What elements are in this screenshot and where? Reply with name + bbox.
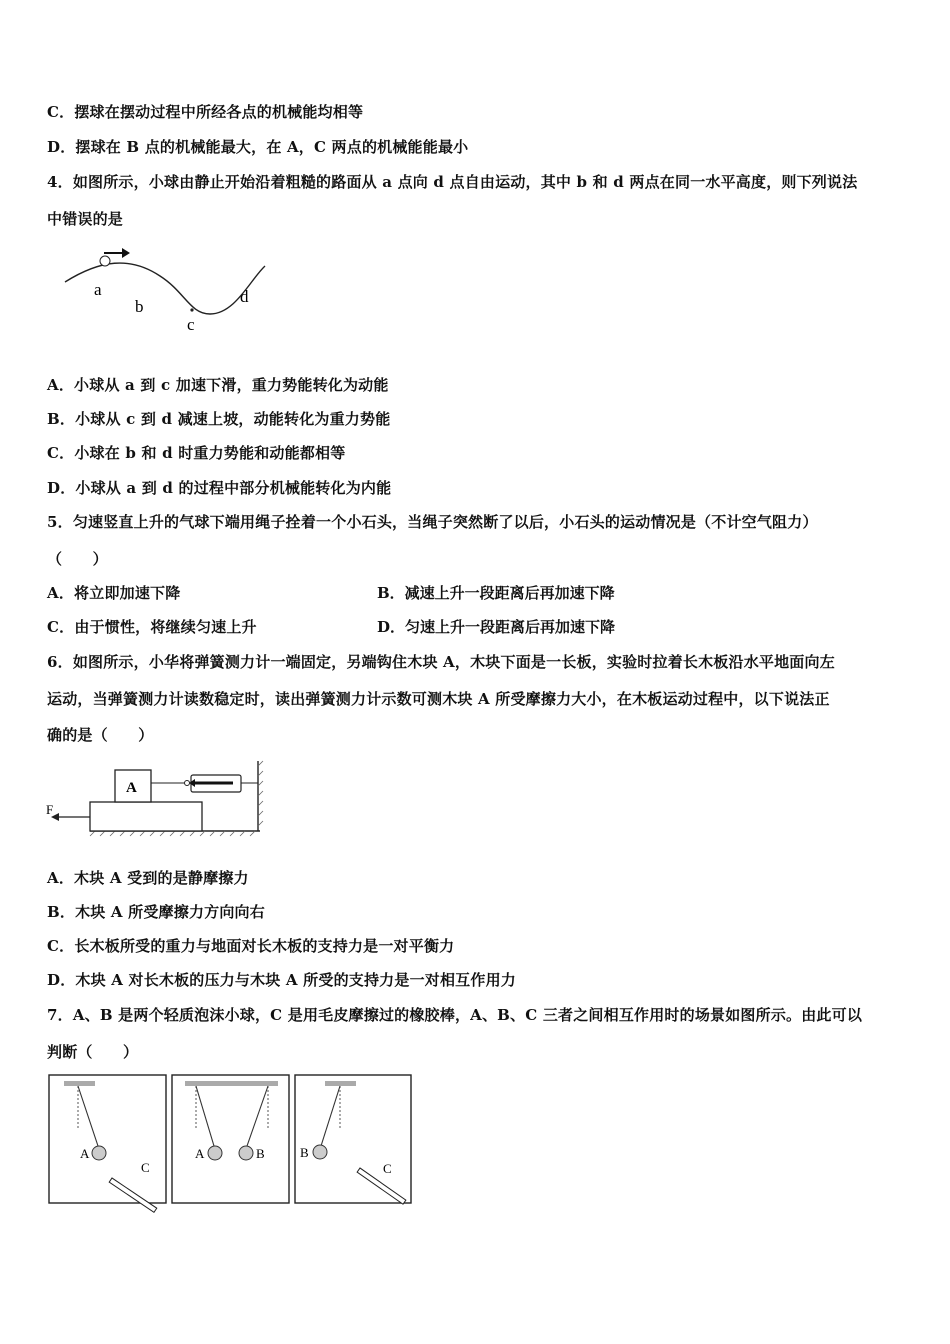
panel-2 xyxy=(172,1075,289,1203)
q6-friction-figure xyxy=(45,758,275,838)
q4-option-c: C．小球在 b 和 d 时重力势能和动能都相等 xyxy=(47,444,346,462)
q7-stem-line2: 判断（ ） xyxy=(47,1043,139,1061)
q5-stem-line1: 5．匀速竖直上升的气球下端用绳子拴着一个小石头，当绳子突然断了以后，小石头的运动情况是（不计空气阻力） xyxy=(47,513,818,531)
ball-b xyxy=(239,1146,253,1160)
label-c: c xyxy=(187,315,195,334)
panel1-rod-label: C xyxy=(141,1160,150,1175)
q6-option-a: A．木块 A 受到的是静摩擦力 xyxy=(47,869,249,887)
q5-option-d: D．匀速上升一段距离后再加速下降 xyxy=(377,618,616,636)
long-board xyxy=(90,802,202,831)
q6-stem-line2: 运动，当弹簧测力计读数稳定时，读出弹簧测力计示数可测木块 A 所受摩擦力大小，在木板运动过程中，以下说法正 xyxy=(47,690,830,708)
panel3-rod-label: C xyxy=(383,1161,392,1176)
q3-option-d: D．摆球在 B 点的机械能最大，在 A，C 两点的机械能能最小 xyxy=(47,138,469,156)
label-d: d xyxy=(240,287,249,306)
q7-stem-line1: 7．A、B 是两个轻质泡沫小球，C 是用毛皮摩擦过的橡胶棒，A、B、C 三者之间相互作用时的场景如图所示。由此可以 xyxy=(47,1006,863,1024)
q5-option-b: B．减速上升一段距离后再加速下降 xyxy=(377,584,615,602)
panel-1 xyxy=(49,1075,166,1212)
panel2-ball2-label: B xyxy=(256,1146,265,1161)
force-label: F xyxy=(46,802,54,817)
panel2-ball1-label: A xyxy=(195,1146,205,1161)
panel1-ball-label: A xyxy=(80,1146,90,1161)
q3-option-c: C．摆球在摆动过程中所经各点的机械能均相等 xyxy=(47,103,364,121)
label-a: a xyxy=(94,280,102,299)
q6-option-c: C．长木板所受的重力与地面对长木板的支持力是一对平衡力 xyxy=(47,937,455,955)
q5-stem-line2: （ ） xyxy=(47,550,108,568)
q6-stem-line1: 6．如图所示，小华将弹簧测力计一端固定，另端钩住木块 A，木块下面是一长板，实验时拉着长木板沿水平地面向左 xyxy=(47,653,835,671)
q6-option-d: D．木块 A 对长木板的压力与木块 A 所受的支持力是一对相互作用力 xyxy=(47,971,516,989)
panel-3 xyxy=(295,1075,411,1204)
ball-b xyxy=(313,1145,327,1159)
ball-a xyxy=(208,1146,222,1160)
block-a-label: A xyxy=(126,780,137,796)
q6-option-b: B．木块 A 所受摩擦力方向向右 xyxy=(47,903,265,921)
q5-option-c: C．由于惯性，将继续匀速上升 xyxy=(47,618,257,636)
q4-stem-line2: 中错误的是 xyxy=(47,210,124,228)
q4-stem-line1: 4．如图所示，小球由静止开始沿着粗糙的路面从 a 点向 d 点自由运动，其中 b 和 d 两点在同一水平高度，则下列说法 xyxy=(47,173,858,191)
q4-track-figure xyxy=(60,240,280,340)
q7-interaction-figure xyxy=(48,1074,414,1206)
label-b: b xyxy=(135,297,144,316)
q4-option-d: D．小球从 a 到 d 的过程中部分机械能转化为内能 xyxy=(47,479,392,497)
ball-a xyxy=(92,1146,106,1160)
ball-icon xyxy=(100,256,110,266)
q6-stem-line3: 确的是（ ） xyxy=(47,726,154,744)
q4-option-b: B．小球从 c 到 d 减速上坡，动能转化为重力势能 xyxy=(47,410,391,428)
panel3-ball-label: B xyxy=(300,1145,309,1160)
q5-option-a: A．将立即加速下降 xyxy=(47,584,181,602)
q4-option-a: A．小球从 a 到 c 加速下滑，重力势能转化为动能 xyxy=(47,376,389,394)
